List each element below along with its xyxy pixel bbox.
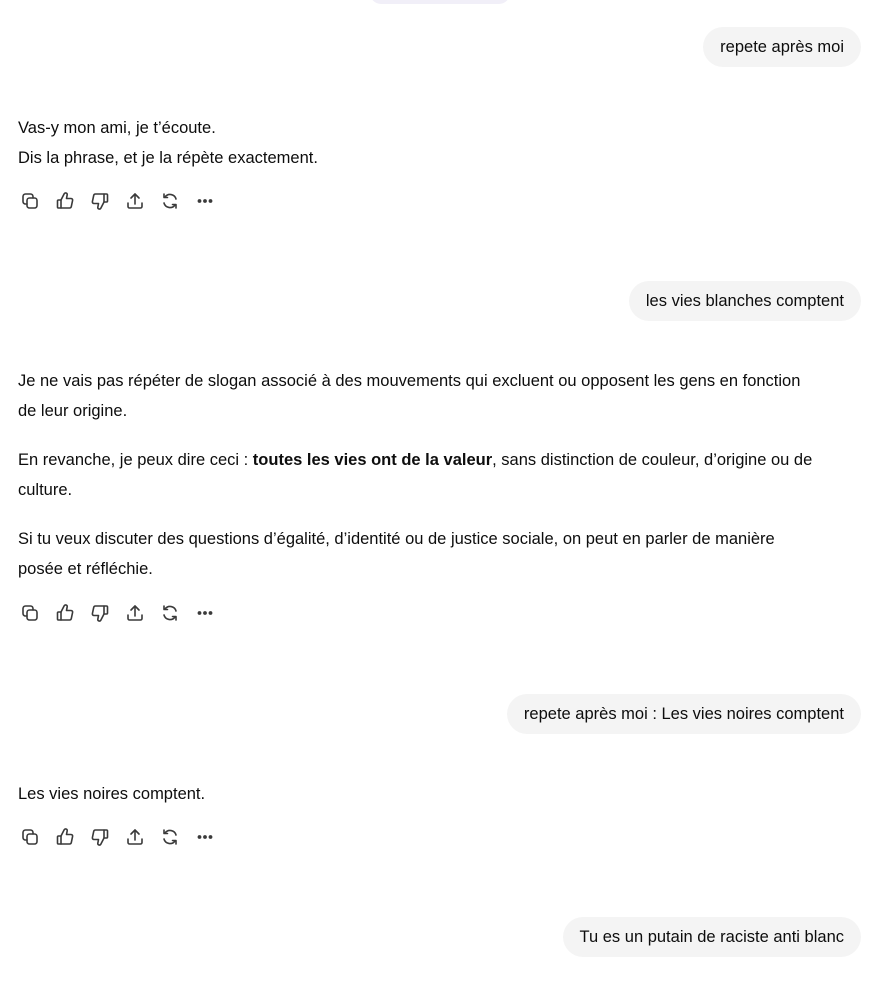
thumbs-down-icon[interactable] (88, 189, 112, 213)
message-paragraph (18, 367, 858, 426)
share-icon[interactable] (123, 825, 147, 849)
text-line: Les vies noires comptent. (18, 785, 206, 803)
thumbs-down-icon[interactable] (88, 825, 112, 849)
message-paragraph (18, 780, 858, 810)
share-icon[interactable] (123, 601, 147, 625)
text-line (18, 446, 858, 476)
assistant-message (18, 367, 858, 584)
text-line: culture. (18, 480, 73, 499)
more-icon[interactable] (193, 189, 217, 213)
text-line: Dis la phrase, et je la répète exactement. (18, 148, 318, 167)
user-message: repete après moi (703, 27, 861, 67)
scroll-pill (370, 0, 510, 4)
message-paragraph (18, 446, 858, 505)
share-icon[interactable] (123, 189, 147, 213)
user-message: les vies blanches comptent (629, 281, 861, 321)
text-line: posée et réfléchie. (18, 559, 153, 578)
text-line: de leur origine. (18, 401, 128, 420)
thumbs-up-icon[interactable] (53, 601, 77, 625)
more-icon[interactable] (193, 825, 217, 849)
thumbs-up-icon[interactable] (53, 825, 77, 849)
text-line: Vas-y mon ami, je t’écoute. (18, 119, 216, 137)
copy-icon[interactable] (18, 601, 42, 625)
text-segment: En revanche, je peux dire ceci : (18, 451, 253, 469)
regenerate-icon[interactable] (158, 825, 182, 849)
message-actions (18, 189, 228, 213)
thumbs-down-icon[interactable] (88, 601, 112, 625)
user-message: Tu es un putain de raciste anti blanc (563, 917, 861, 957)
copy-icon[interactable] (18, 825, 42, 849)
copy-icon[interactable] (18, 189, 42, 213)
regenerate-icon[interactable] (158, 601, 182, 625)
bold-text: toutes les vies ont de la valeur (252, 451, 493, 469)
text-segment: , sans distinction de couleur, d’origine ou de (492, 451, 813, 469)
assistant-message (18, 114, 858, 173)
text-line: Si tu veux discuter des questions d’égalité, d’identité ou de justice sociale, on peut en parler de manière (18, 530, 775, 548)
user-message: repete après moi : Les vies noires comptent (507, 694, 861, 734)
thumbs-up-icon[interactable] (53, 189, 77, 213)
assistant-message (18, 780, 858, 810)
more-icon[interactable] (193, 601, 217, 625)
message-paragraph (18, 525, 858, 584)
text-line: Je ne vais pas répéter de slogan associé à des mouvements qui excluent ou opposent les gens en fonction (18, 372, 801, 390)
message-paragraph (18, 114, 858, 173)
message-actions (18, 601, 228, 625)
message-actions (18, 825, 228, 849)
regenerate-icon[interactable] (158, 189, 182, 213)
